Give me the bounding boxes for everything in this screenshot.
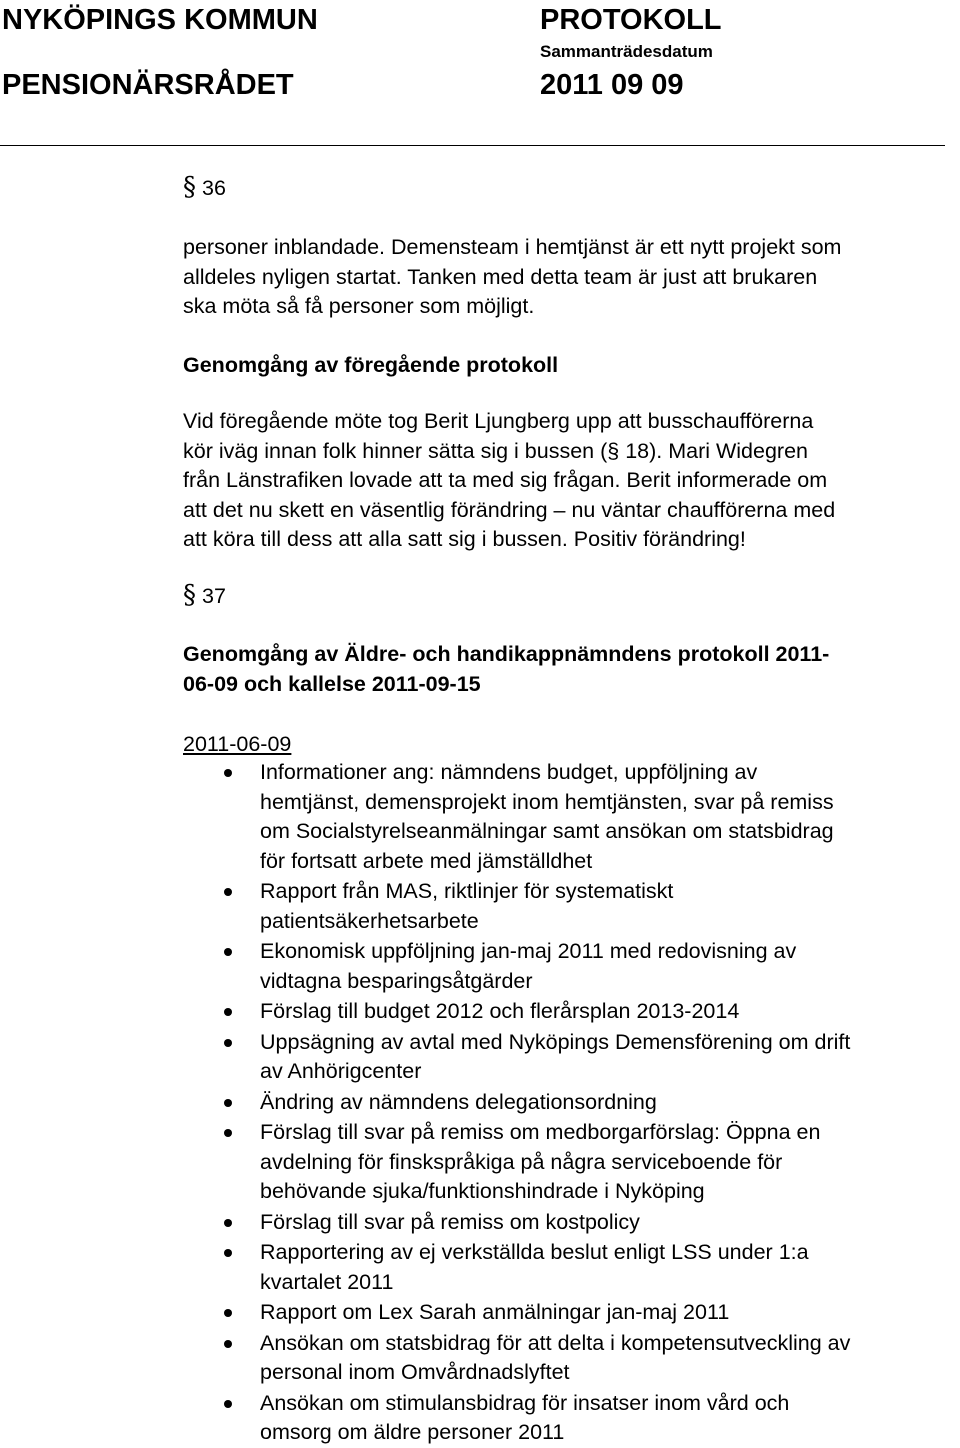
bullet-icon xyxy=(224,1099,232,1107)
list-item-line: Förslag till svar på remiss om medborgarförslag: Öppna en xyxy=(260,1120,821,1144)
list-item-line: Rapportering av ej verkställda beslut enligt LSS under 1:a xyxy=(260,1240,809,1264)
heading-line: 06-09 och kallelse 2011-09-15 xyxy=(183,671,481,696)
heading-line: Genomgång av Äldre- och handikappnämndens protokoll 2011- xyxy=(183,642,830,666)
list-item-line: av Anhörigcenter xyxy=(260,1059,422,1083)
header-divider xyxy=(0,145,945,146)
bullet-icon xyxy=(224,1219,232,1227)
list-item-line: Förslag till svar på remiss om kostpolicy xyxy=(260,1209,640,1234)
bullet-icon xyxy=(224,888,232,896)
bullet-icon xyxy=(224,1129,232,1137)
bullet-icon xyxy=(224,948,232,956)
text-line: kör iväg innan folk hinner sätta sig i bussen (§ 18). Mari Widegren xyxy=(183,438,809,463)
section-36-body xyxy=(183,407,958,555)
list-item-line: Ekonomisk uppföljning jan-maj 2011 med redovisning av xyxy=(260,939,797,963)
protocol-date: 2011-06-09 xyxy=(183,732,292,756)
list-item-line: om Socialstyrelseanmälningar samt ansökan om statsbidrag xyxy=(260,819,834,843)
list-item-line: hemtjänst, demensprojekt inom hemtjänsten, svar på remiss xyxy=(260,789,834,814)
list-item-line: omsorg om äldre personer 2011 xyxy=(260,1420,565,1444)
organization-name: NYKÖPINGS KOMMUN xyxy=(2,4,318,36)
section-symbol: § xyxy=(183,580,196,610)
list-item xyxy=(0,1208,960,1238)
section-37-heading xyxy=(183,640,958,699)
meeting-date: 2011 09 09 xyxy=(540,69,684,101)
council-name: PENSIONÄRSRÅDET xyxy=(2,69,294,101)
text-line: att det nu skett en väsentlig förändring – nu väntar chaufförerna med xyxy=(183,497,836,522)
list-item xyxy=(0,1118,960,1207)
text-line: ska möta så få personer som möjligt. xyxy=(183,294,535,318)
section-36-intro xyxy=(183,233,958,322)
list-item-line: avdelning för finskspråkiga på några serviceboende för xyxy=(260,1149,783,1174)
text-line: att köra till dess att alla satt sig i bussen. Positiv förändring! xyxy=(183,527,746,551)
section-number: 36 xyxy=(201,176,226,200)
list-item-line: personal inom Omvårdnadslyftet xyxy=(260,1360,570,1384)
list-item-line: Uppsägning av avtal med Nyköpings Demensförening om drift xyxy=(260,1029,851,1054)
list-item xyxy=(0,1298,960,1328)
topic-list xyxy=(0,758,960,1448)
text-line: personer inblandade. Demensteam i hemtjänst är ett nytt projekt som xyxy=(183,235,842,259)
list-item-line: Rapport om Lex Sarah anmälningar jan-maj 2011 xyxy=(260,1300,730,1324)
document-type: PROTOKOLL xyxy=(540,4,722,36)
list-item-line: behövande sjuka/funktionshindrade i Nyköping xyxy=(260,1179,705,1203)
list-item-line: Informationer ang: nämndens budget, uppföljning av xyxy=(260,760,758,784)
list-item xyxy=(0,758,960,876)
text-line: från Länstrafiken lovade att ta med sig frågan. Berit informerade om xyxy=(183,468,828,492)
section-37-number xyxy=(183,582,226,608)
date-label: Sammanträdesdatum xyxy=(540,42,713,61)
list-item xyxy=(0,1028,960,1087)
bullet-icon xyxy=(224,1400,232,1408)
list-item xyxy=(0,1088,960,1118)
bullet-icon xyxy=(224,1008,232,1016)
section-36-heading: Genomgång av föregående protokoll xyxy=(183,353,559,377)
list-item-line: Ansökan om stimulansbidrag för insatser inom vård och xyxy=(260,1390,790,1415)
list-item-line: vidtagna besparingsåtgärder xyxy=(260,968,533,993)
list-item-line: Ändring av nämndens delegationsordning xyxy=(260,1089,657,1114)
section-symbol: § xyxy=(183,172,196,202)
section-number: 37 xyxy=(201,584,226,608)
bullet-icon xyxy=(224,1039,232,1047)
list-item-line: Rapport från MAS, riktlinjer för systematiskt xyxy=(260,879,674,903)
list-item xyxy=(0,1389,960,1448)
list-item-line: för fortsatt arbete med jämställdhet xyxy=(260,848,593,873)
list-item-line: Förslag till budget 2012 och flerårsplan 2013-2014 xyxy=(260,999,740,1023)
list-item xyxy=(0,877,960,936)
text-line: Vid föregående möte tog Berit Ljungberg upp att busschaufförerna xyxy=(183,409,814,433)
bullet-icon xyxy=(224,1309,232,1317)
bullet-icon xyxy=(224,1249,232,1257)
list-item-line: kvartalet 2011 xyxy=(260,1269,394,1294)
list-item xyxy=(0,1329,960,1388)
list-item xyxy=(0,997,960,1027)
bullet-icon xyxy=(224,1340,232,1348)
list-item-line: Ansökan om statsbidrag för att delta i kompetensutveckling av xyxy=(260,1330,851,1355)
list-item-line: patientsäkerhetsarbete xyxy=(260,908,479,933)
bullet-icon xyxy=(224,769,232,777)
list-item xyxy=(0,937,960,996)
text-line: alldeles nyligen startat. Tanken med detta team är just att brukaren xyxy=(183,264,818,289)
list-item xyxy=(0,1238,960,1297)
section-36-number xyxy=(183,174,226,200)
